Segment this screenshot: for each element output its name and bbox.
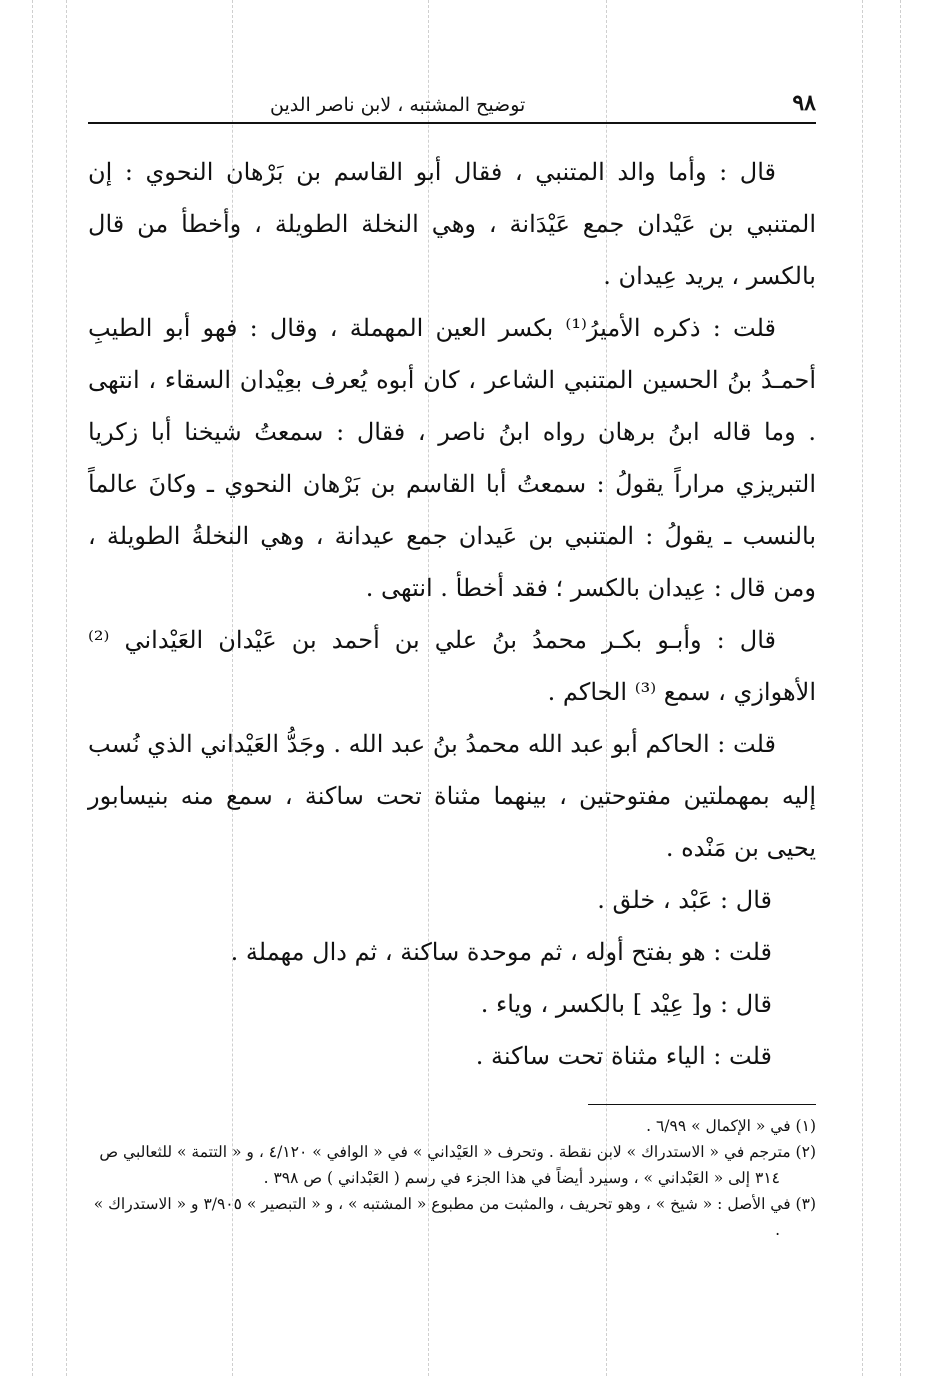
footnote: (٣) في الأصل : « شيخ » ، وهو تحريف ، والمثبت من مطبوع « المشتبه » ، و « التبصير » ٣/٩٠٥ و « الاستدراك » . <box>93 1195 816 1239</box>
scan-guide-line <box>66 0 67 1376</box>
paragraph: قلت : الحاكم أبو عبد الله محمدُ بنُ عبد الله . وجَدُّ العَيْداني الذي نُسب إليه بمهملتين مفتوحتين ، بينهما مثناة تحت ساكنة ، سمع منه بنيسابور يحيى بن مَنْده . <box>88 730 817 862</box>
body-text <box>88 146 816 1082</box>
scan-guide-line <box>862 0 863 1376</box>
paragraph: قال : و[ عِيْد ] بالكسر ، وياء . <box>480 990 772 1018</box>
footnote: (١) في « الإكمال » ٦/٩٩ . <box>646 1117 816 1135</box>
paragraph: قال : وأما والد المتنبي ، فقال أبو القاسم بن بَرْهان النحوي : إن المتنبي بن عَيْدان جمع عَيْدَانة ، وهي النخلة الطويلة ، وأخطأ من قال بالكسر ، يريد عِيدان . <box>88 158 816 290</box>
footnotes <box>88 1113 816 1243</box>
footnote-separator <box>588 1104 816 1105</box>
running-title: توضيح المشتبه ، لابن ناصر الدين <box>270 94 526 116</box>
page-header <box>88 86 816 124</box>
paragraph: قلت : هو بفتح أوله ، ثم موحدة ساكنة ، ثم دال مهملة . <box>230 938 772 966</box>
scan-guide-line <box>900 0 901 1376</box>
footnote: (٢) مترجم في « الاستدراك » لابن نقطة . وتحرف « العَيْداني » في « الوافي » ٤/١٢٠ ، و « التتمة » للثعالبي ص ٣١٤ إلى « العَبْداني » ، وسيرد أيضاً في هذا الجزء في رسم ( العَبْداني ) ص ٣٩٨ . <box>99 1143 816 1187</box>
paragraph: قلت : الياء مثناة تحت ساكنة . <box>475 1042 772 1070</box>
scan-guide-line <box>32 0 33 1376</box>
document-page <box>88 86 816 1243</box>
page-number: ٩٨ <box>792 90 816 116</box>
paragraph: قلت : ذكره الأميرُ⁽¹⁾ بكسر العين المهملة ، وقال : فهو أبو الطيبِ أحمـدُ بنُ الحسين المتنبي الشاعر ، كان أبوه يُعرف بعِيْدان السقاء ، انتهى . وما قاله ابنُ برهان رواه ابنُ ناصر ، فقال : سمعتُ شيخنا أبا زكريا التبريزي مراراً يقولُ : سمعتُ أبا القاسم بن بَرْهان النحوي ـ وكانَ عالماً بالنسب ـ يقولُ : المتنبي بن عَيدان جمع عيدانة ، وهي النخلةُ الطويلة ، ومن قال : عِيدان بالكسر ؛ فقد أخطأ . انتهى . <box>88 314 816 602</box>
paragraph: قال : وأبـو بكـر محمدُ بنُ علي بن أحمد بن عَيْدان العَيْداني ⁽²⁾ الأهوازي ، سمع ⁽³⁾ الحاكم . <box>88 626 816 706</box>
paragraph: قال : عَبْد ، خلق . <box>597 886 772 914</box>
